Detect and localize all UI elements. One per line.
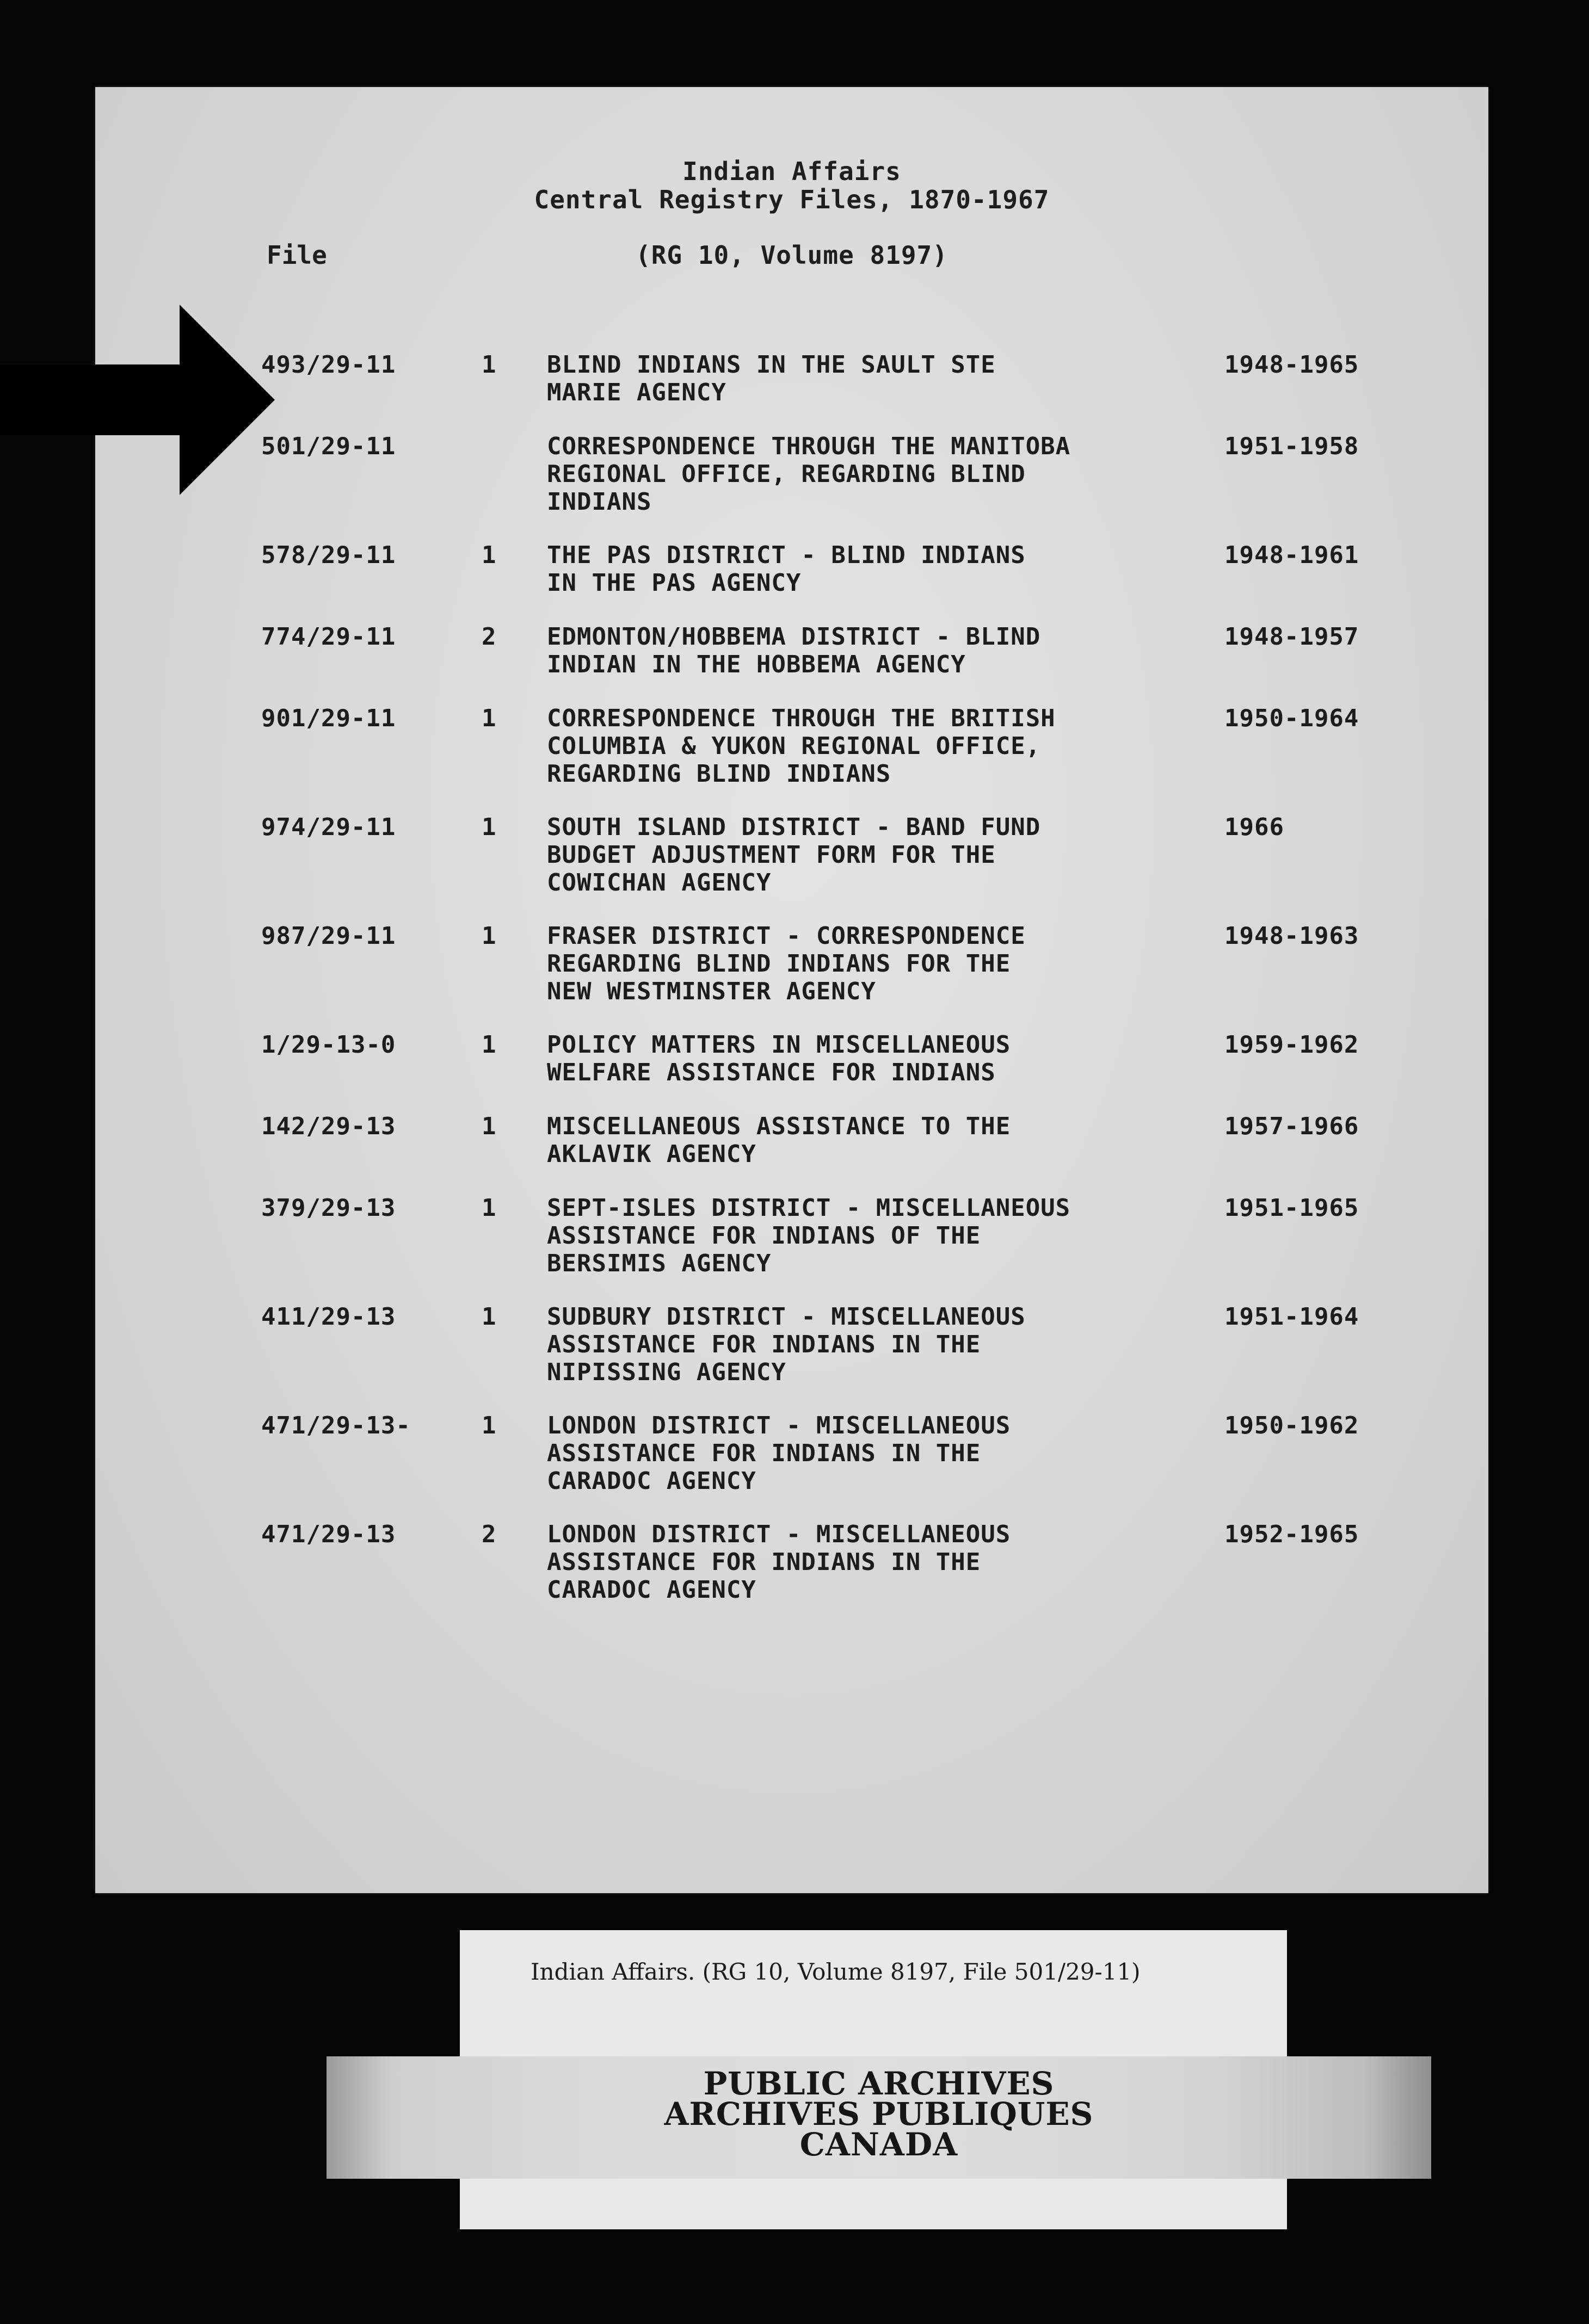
file-number: 774/29-11 <box>261 623 396 651</box>
file-title-line: COWICHAN AGENCY <box>547 869 772 897</box>
volume-number: 1 <box>482 1412 497 1439</box>
date-range: 1951-1965 <box>1224 1194 1359 1222</box>
file-title-line: ASSISTANCE FOR INDIANS IN THE <box>547 1331 981 1358</box>
volume-number: 1 <box>482 1194 497 1222</box>
file-title-line: SEPT-ISLES DISTRICT - MISCELLANEOUS <box>547 1194 1071 1222</box>
file-title <box>547 1521 1011 1604</box>
file-title-line: THE PAS DISTRICT - BLIND INDIANS <box>547 541 1026 569</box>
file-title-line: INDIAN IN THE HOBBEMA AGENCY <box>547 651 966 678</box>
stamp-line-2: ARCHIVES PUBLIQUES <box>664 2096 1094 2133</box>
file-title <box>547 1412 1011 1495</box>
file-number: 578/29-11 <box>261 541 396 569</box>
file-title-line: ASSISTANCE FOR INDIANS IN THE <box>547 1548 981 1576</box>
volume-number: 1 <box>482 1031 497 1059</box>
file-title-line: INDIANS <box>547 488 652 516</box>
volume-number: 1 <box>482 541 497 569</box>
caption-text: Indian Affairs. (RG 10, Volume 8197, File 501/29-11) <box>531 1958 1141 1985</box>
file-title-line: CORRESPONDENCE THROUGH THE BRITISH <box>547 704 1056 732</box>
file-title-line: ASSISTANCE FOR INDIANS IN THE <box>547 1439 981 1467</box>
stamp-line-3: CANADA <box>799 2126 958 2163</box>
date-range: 1950-1964 <box>1224 704 1359 732</box>
file-title <box>547 704 1056 788</box>
file-title-line: BERSIMIS AGENCY <box>547 1250 772 1277</box>
file-title-line: REGARDING BLIND INDIANS <box>547 760 891 788</box>
volume-number: 1 <box>482 1303 497 1331</box>
archive-stamp <box>327 2056 1431 2179</box>
date-range: 1948-1957 <box>1224 623 1359 651</box>
file-title-line: CORRESPONDENCE THROUGH THE MANITOBA <box>547 432 1071 460</box>
file-title-line: CARADOC AGENCY <box>547 1467 756 1495</box>
file-title-line: ASSISTANCE FOR INDIANS OF THE <box>547 1222 981 1250</box>
file-title-line: SOUTH ISLAND DISTRICT - BAND FUND <box>547 813 1041 841</box>
file-number: 987/29-11 <box>261 922 396 950</box>
file-title-line: EDMONTON/HOBBEMA DISTRICT - BLIND <box>547 623 1041 651</box>
date-range: 1948-1965 <box>1224 351 1359 379</box>
file-title-line: COLUMBIA & YUKON REGIONAL OFFICE, <box>547 732 1041 760</box>
file-title-line: NEW WESTMINSTER AGENCY <box>547 978 876 1005</box>
file-number: 493/29-11 <box>261 351 396 379</box>
file-title-line: WELFARE ASSISTANCE FOR INDIANS <box>547 1059 996 1086</box>
file-title-line: BUDGET ADJUSTMENT FORM FOR THE <box>547 841 996 869</box>
date-range: 1952-1965 <box>1224 1521 1359 1548</box>
file-title-line: LONDON DISTRICT - MISCELLANEOUS <box>547 1412 1011 1439</box>
file-number: 974/29-11 <box>261 813 396 841</box>
file-number: 411/29-13 <box>261 1303 396 1331</box>
file-title-line: CARADOC AGENCY <box>547 1576 756 1604</box>
document-page <box>95 87 1488 1893</box>
file-title <box>547 1031 1011 1086</box>
file-title-line: SUDBURY DISTRICT - MISCELLANEOUS <box>547 1303 1026 1331</box>
volume-number: 1 <box>482 813 497 841</box>
header-subtitle: Central Registry Files, 1870-1967 <box>534 185 1050 214</box>
file-title <box>547 432 1070 516</box>
file-title-line: AKLAVIK AGENCY <box>547 1140 756 1168</box>
file-title-line: REGIONAL OFFICE, REGARDING BLIND <box>547 460 1026 488</box>
pointer-arrow-icon <box>0 305 275 495</box>
file-number: 471/29-13- <box>261 1412 411 1439</box>
file-number: 379/29-13 <box>261 1194 396 1222</box>
file-title <box>547 1303 1026 1386</box>
volume-number: 2 <box>482 623 497 651</box>
file-title-line: IN THE PAS AGENCY <box>547 569 802 597</box>
file-title <box>547 541 1026 597</box>
file-number: 142/29-13 <box>261 1112 396 1140</box>
volume-number: 1 <box>482 922 497 950</box>
file-title-line: POLICY MATTERS IN MISCELLANEOUS <box>547 1031 1011 1059</box>
file-title <box>547 813 1040 897</box>
volume-number: 1 <box>482 704 497 732</box>
file-title <box>547 1194 1070 1277</box>
file-title <box>547 922 1026 1005</box>
date-range: 1948-1961 <box>1224 541 1359 569</box>
file-title-line: MARIE AGENCY <box>547 379 726 406</box>
file-title-line: MISCELLANEOUS ASSISTANCE TO THE <box>547 1112 1011 1140</box>
volume-number: 1 <box>482 351 497 379</box>
date-range: 1948-1963 <box>1224 922 1359 950</box>
header-volume: (RG 10, Volume 8197) <box>636 240 948 270</box>
file-title-line: REGARDING BLIND INDIANS FOR THE <box>547 950 1011 978</box>
date-range: 1966 <box>1224 813 1284 841</box>
date-range: 1959-1962 <box>1224 1031 1359 1059</box>
date-range: 1957-1966 <box>1224 1112 1359 1140</box>
stamp-line-1: PUBLIC ARCHIVES <box>703 2065 1055 2102</box>
file-title <box>547 623 1040 678</box>
date-range: 1950-1962 <box>1224 1412 1359 1439</box>
file-number: 1/29-13-0 <box>261 1031 396 1059</box>
date-range: 1951-1964 <box>1224 1303 1359 1331</box>
file-number: 901/29-11 <box>261 704 396 732</box>
volume-number: 2 <box>482 1521 497 1548</box>
file-number: 501/29-11 <box>261 432 396 460</box>
date-range: 1951-1958 <box>1224 432 1359 460</box>
file-title-line: NIPISSING AGENCY <box>547 1358 786 1386</box>
header-title: Indian Affairs <box>682 157 901 186</box>
file-title <box>547 351 996 406</box>
file-number: 471/29-13 <box>261 1521 396 1548</box>
file-title-line: BLIND INDIANS IN THE SAULT STE <box>547 351 996 379</box>
file-title-line: FRASER DISTRICT - CORRESPONDENCE <box>547 922 1026 950</box>
file-title <box>547 1112 1011 1168</box>
file-title-line: LONDON DISTRICT - MISCELLANEOUS <box>547 1521 1011 1548</box>
file-column-label: File <box>267 240 327 270</box>
volume-number: 1 <box>482 1112 497 1140</box>
